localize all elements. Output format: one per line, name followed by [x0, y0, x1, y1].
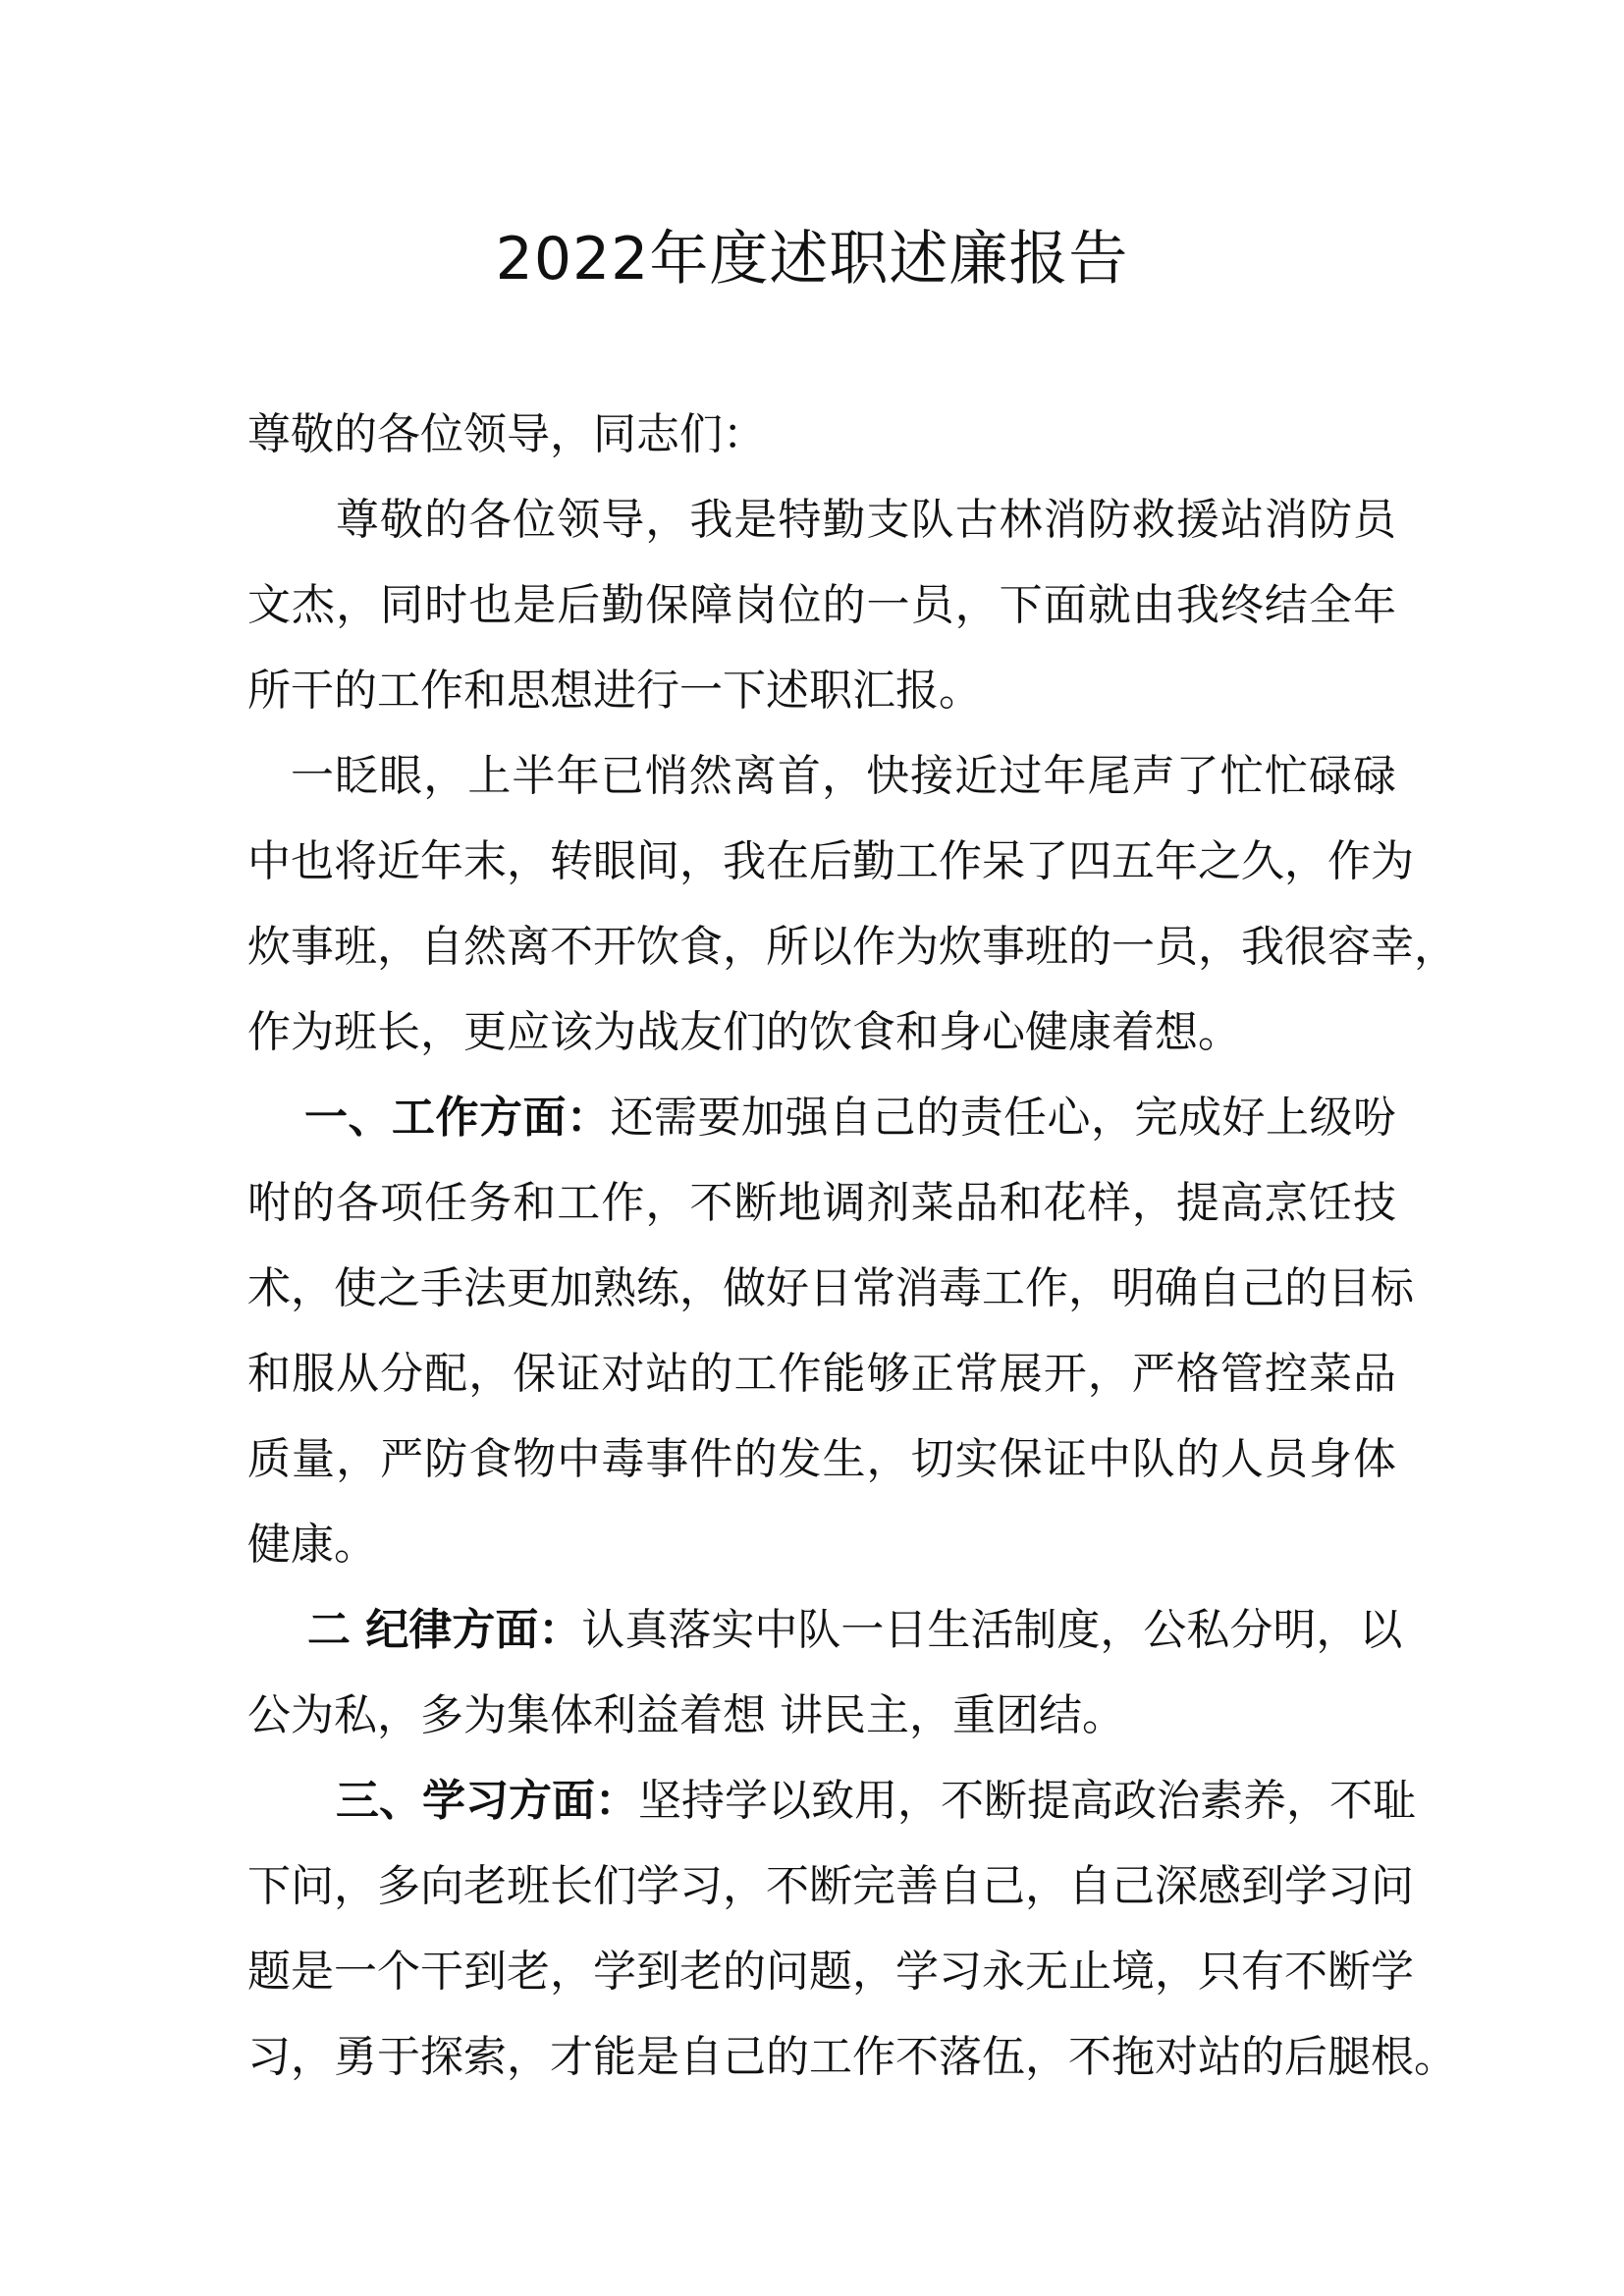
section3-first-line-text: 坚持学以致用，不断提高政治素养，不耻 [638, 1776, 1416, 1826]
section1-heading: 一、工作方面： [304, 1093, 611, 1143]
section2-first-line [307, 1602, 1403, 1659]
section2-line-2: 公为私，多为集体利益着想 讲民主，重团结。 [247, 1690, 1125, 1740]
section3-line-2: 下问，多向老班长们学习，不断完善自己，自己深感到学习问 [247, 1861, 1414, 1911]
section1-first-line [304, 1090, 1396, 1147]
section1-line-3: 术，使之手法更加熟练，做好日常消毒工作，明确自己的目标 [247, 1263, 1414, 1313]
intro-line-3: 所干的工作和思想进行一下述职汇报。 [247, 666, 982, 716]
section1-line-5: 质量，严防食物中毒事件的发生，切实保证中队的人员身体 [247, 1434, 1396, 1484]
salutation: 尊敬的各位领导，同志们： [247, 409, 766, 459]
section2-first-line-text: 认真落实中队一日生活制度，公私分明，以 [581, 1605, 1403, 1655]
section1-line-2: 咐的各项任务和工作，不断地调剂菜品和花样，提高烹饪技 [247, 1178, 1396, 1228]
section3-line-4: 习，勇于探索，才能是自己的工作不落伍，不拖对站的后腿根。 [247, 2032, 1457, 2082]
paragraph2-line-3: 炊事班，自然离不开饮食，所以作为炊事班的一员，我很容幸， [247, 922, 1457, 972]
section1-first-line-text: 还需要加强自己的责任心，完成好上级吩 [610, 1093, 1396, 1143]
paragraph2-line-4: 作为班长，更应该为战友们的饮食和身心健康着想。 [247, 1007, 1241, 1057]
document-title: 2022年度述职述廉报告 [495, 225, 1129, 294]
section1-line-4: 和服从分配，保证对站的工作能够正常展开，严格管控菜品 [247, 1349, 1396, 1399]
paragraph2-line-1: 一眨眼，上半年已悄然离首，快接近过年尾声了忙忙碌碌 [291, 751, 1396, 801]
section3-first-line [336, 1773, 1416, 1830]
section3-line-3: 题是一个干到老，学到老的问题，学习永无止境，只有不断学 [247, 1947, 1414, 1997]
section3-heading: 三、学习方面： [336, 1776, 638, 1826]
paragraph2-line-2: 中也将近年末，转眼间，我在后勤工作呆了四五年之久，作为 [247, 836, 1414, 886]
intro-line-2: 文杰，同时也是后勤保障岗位的一员，下面就由我终结全年 [247, 580, 1396, 630]
intro-line-1: 尊敬的各位领导，我是特勤支队古林消防救援站消防员 [336, 495, 1396, 545]
section2-heading: 二 纪律方面： [307, 1605, 582, 1655]
section1-line-6: 健康。 [247, 1520, 377, 1570]
